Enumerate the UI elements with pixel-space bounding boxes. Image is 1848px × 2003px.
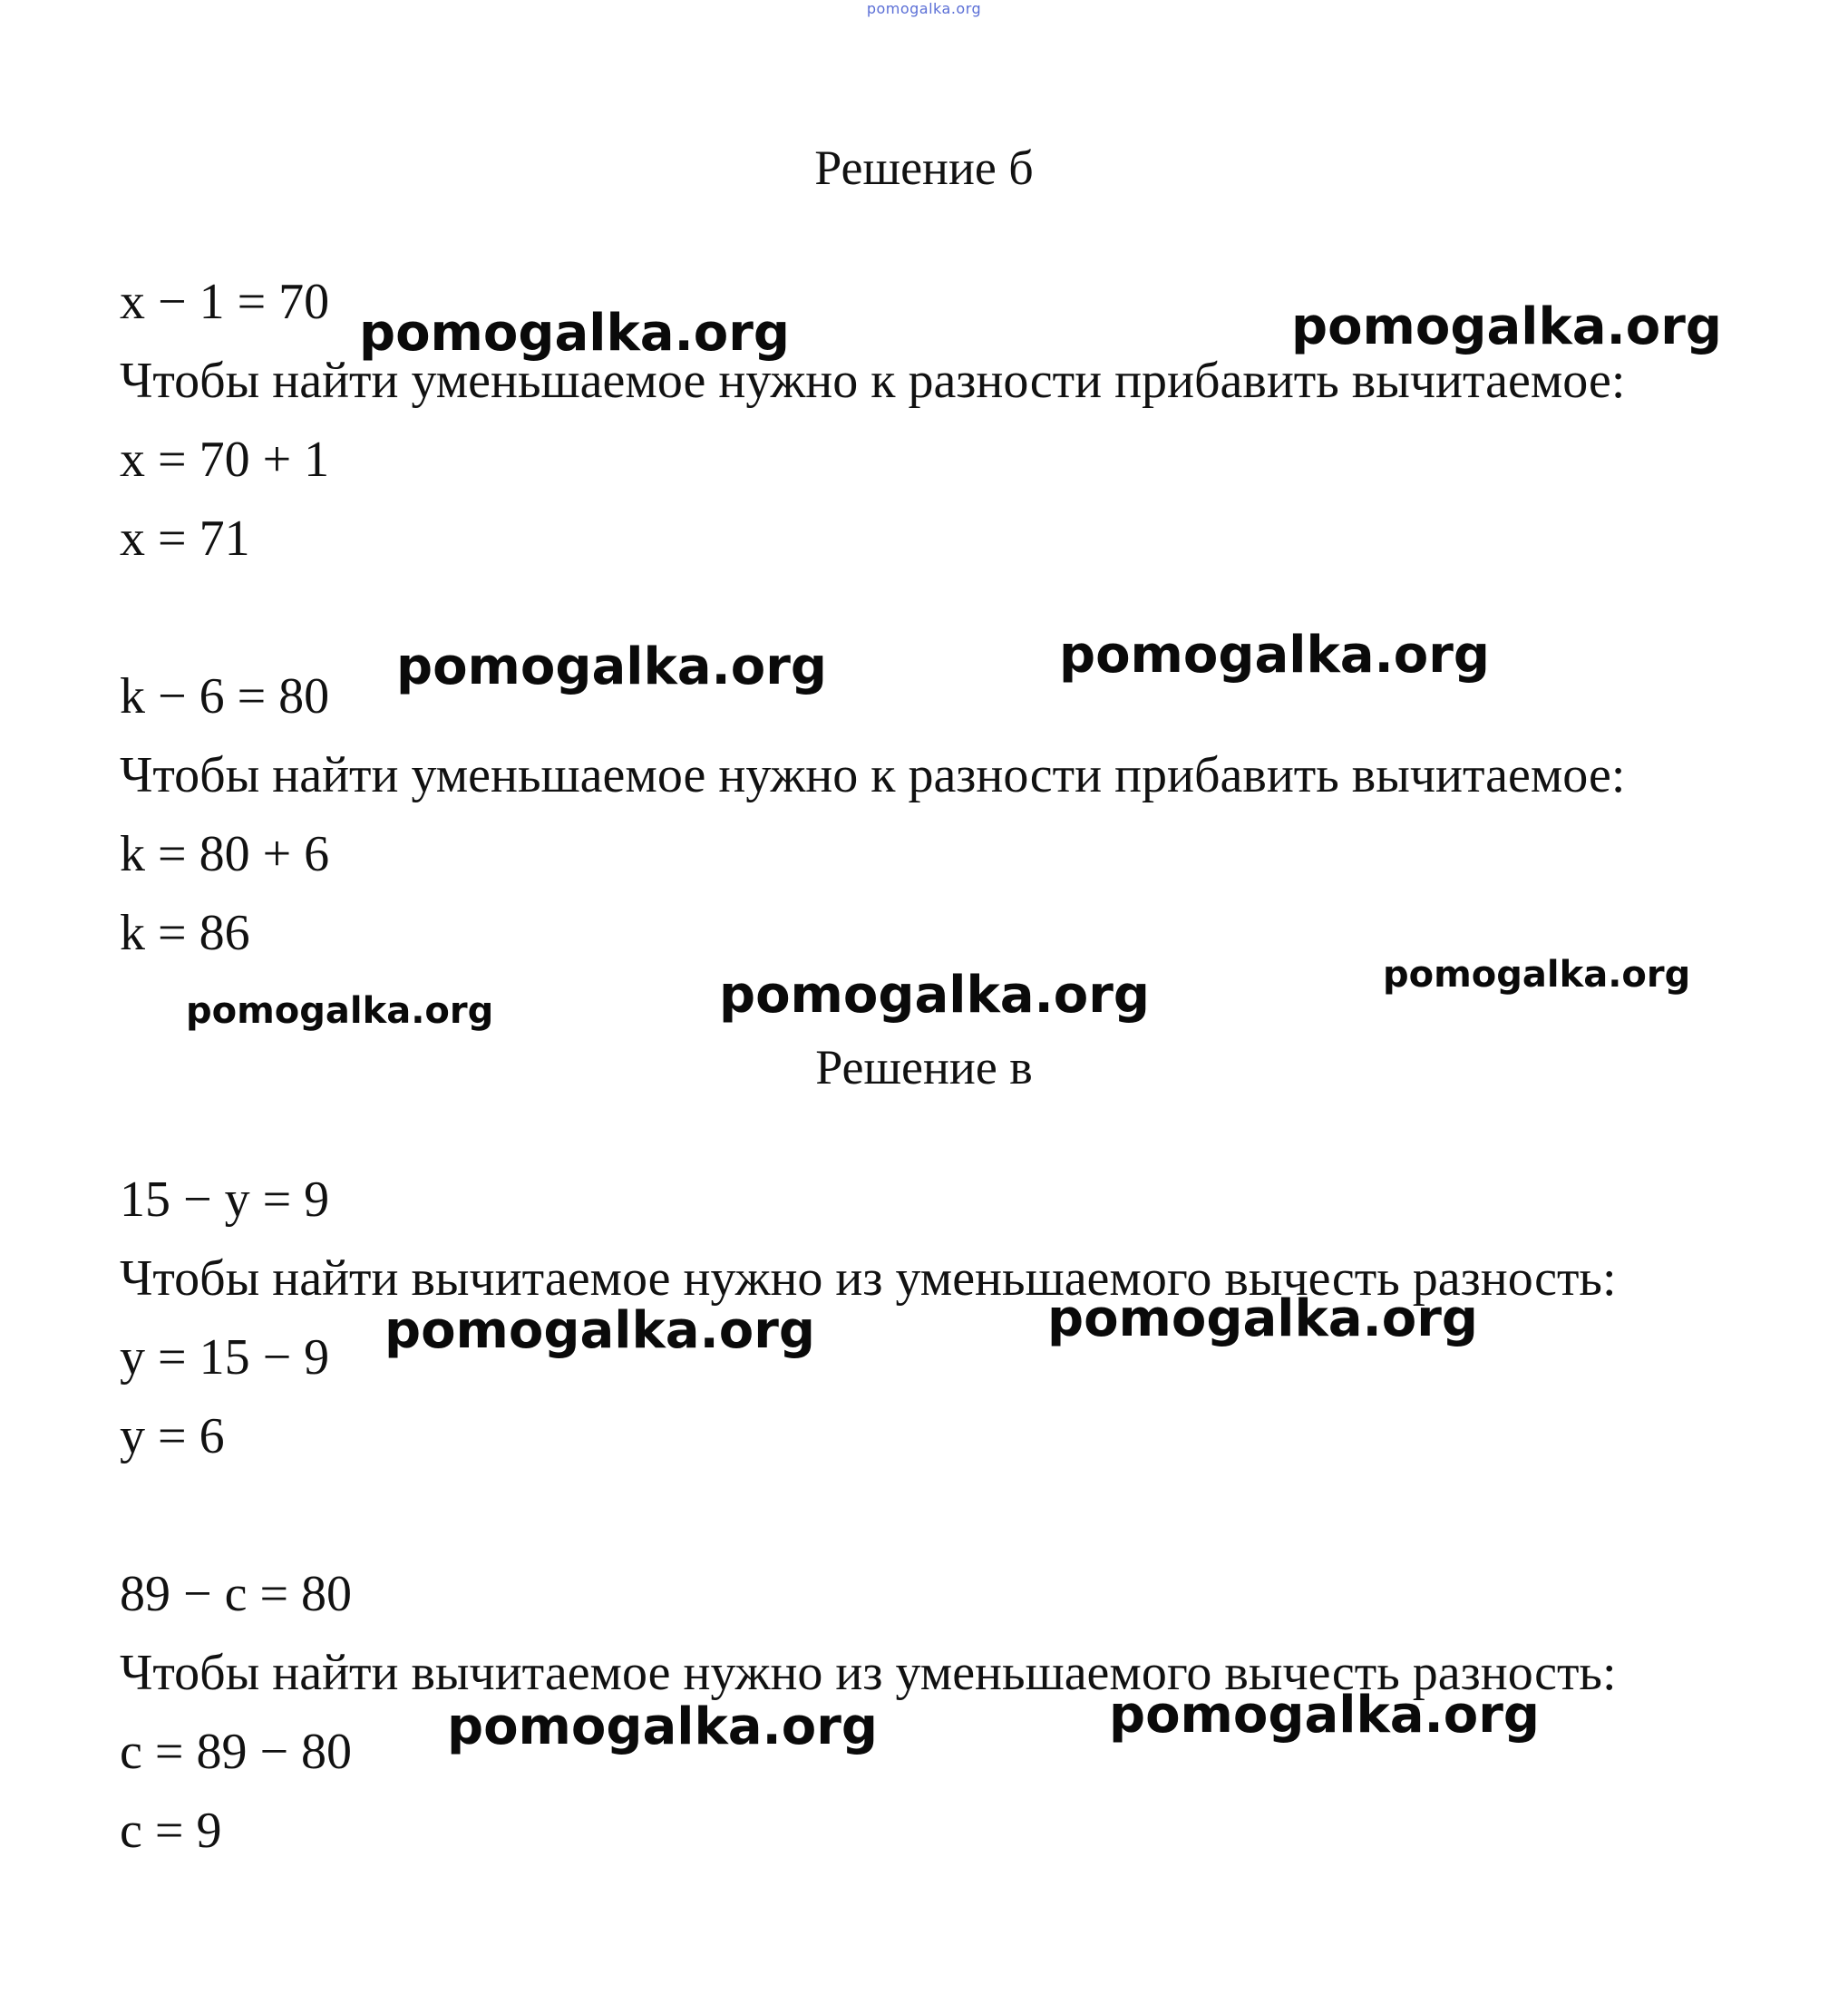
rule-line: Чтобы найти вычитаемое нужно из уменьшаемого вычесть разность:: [120, 1645, 1617, 1701]
rule-line: Чтобы найти вычитаемое нужно из уменьшаемого вычесть разность:: [120, 1250, 1617, 1307]
equation-line: k − 6 = 80: [120, 668, 330, 724]
watermark: pomogalka.org: [359, 304, 790, 363]
answer-line: x = 71: [120, 510, 250, 567]
watermark: pomogalka.org: [396, 637, 827, 696]
section-heading-b: Решение б: [814, 141, 1034, 195]
watermark: pomogalka.org: [447, 1697, 878, 1756]
equation-line: c = 89 − 80: [120, 1724, 353, 1780]
watermark: pomogalka.org: [1383, 954, 1691, 996]
watermark: pomogalka.org: [719, 966, 1150, 1025]
watermark: pomogalka.org: [186, 990, 494, 1032]
watermark: pomogalka.org: [1059, 626, 1490, 685]
watermark: pomogalka.org: [1047, 1289, 1478, 1348]
section-heading-v: Решение в: [815, 1040, 1033, 1094]
rule-line: Чтобы найти уменьшаемое нужно к разности прибавить вычитаемое:: [120, 353, 1626, 409]
equation-line: k = 80 + 6: [120, 826, 330, 882]
header-watermark: pomogalka.org: [866, 0, 982, 17]
equation-line: y = 15 − 9: [120, 1329, 330, 1386]
watermark: pomogalka.org: [384, 1301, 815, 1360]
watermark: pomogalka.org: [1109, 1686, 1540, 1745]
watermark: pomogalka.org: [1291, 297, 1722, 356]
equation-line: 15 − y = 9: [120, 1172, 330, 1228]
equation-line: x = 70 + 1: [120, 432, 330, 488]
equation-line: x − 1 = 70: [120, 274, 330, 330]
answer-line: k = 86: [120, 905, 250, 961]
rule-line: Чтобы найти уменьшаемое нужно к разности прибавить вычитаемое:: [120, 747, 1626, 803]
equation-line: 89 − c = 80: [120, 1566, 353, 1622]
answer-line: c = 9: [120, 1803, 222, 1859]
answer-line: y = 6: [120, 1408, 225, 1464]
